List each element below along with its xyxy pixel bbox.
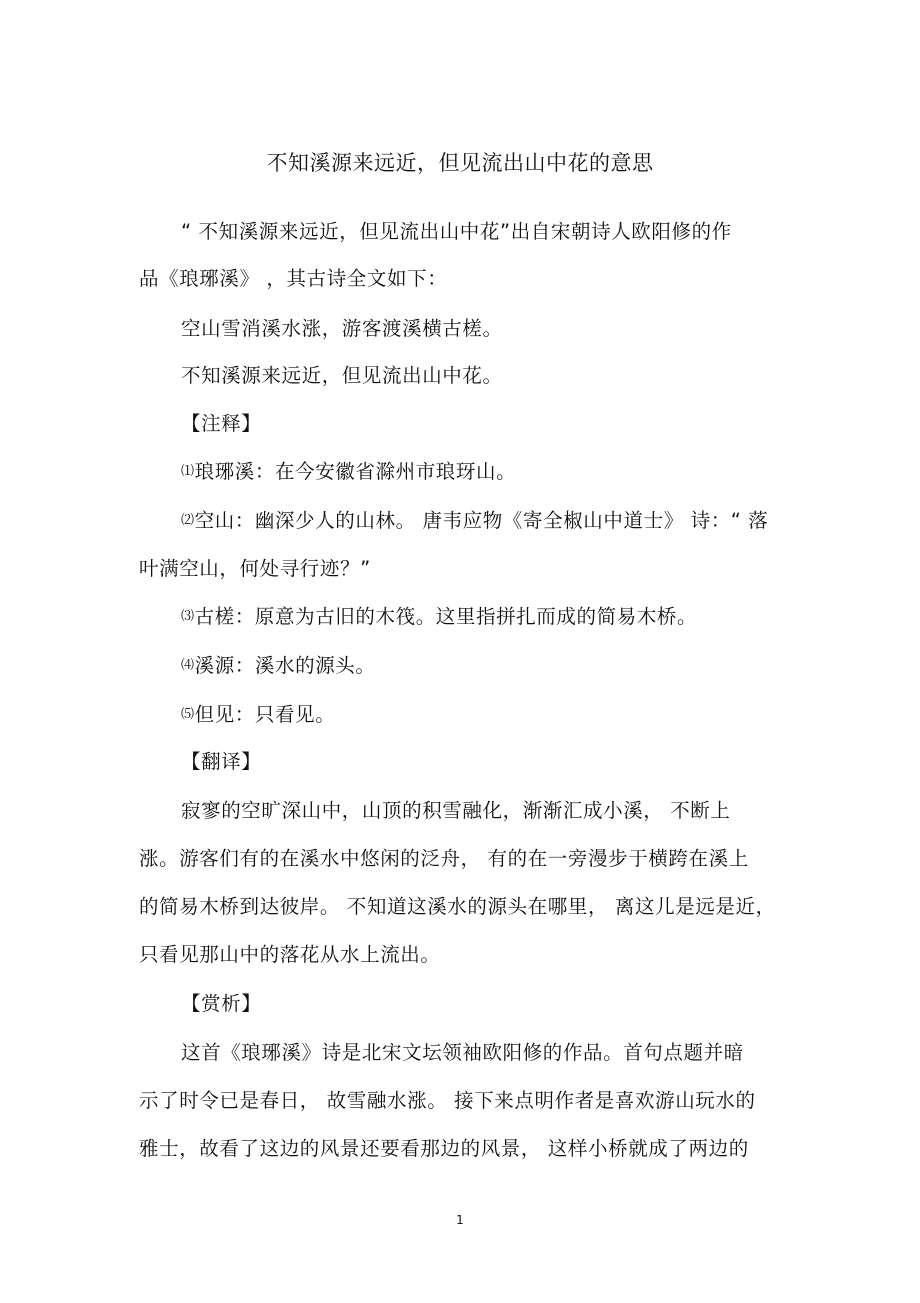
- note-5: [181, 701, 335, 729]
- note-1: [181, 458, 516, 486]
- note-4: [181, 652, 376, 680]
- note-marker: ⑶: [181, 609, 195, 624]
- note-text: 琅琊溪：在今安徽省滁州市琅玡山。: [194, 460, 517, 483]
- note-text: 溪源：溪水的源头。: [194, 654, 376, 677]
- notes-heading: 【注释】: [181, 412, 262, 435]
- note-marker: ⑵: [181, 513, 195, 528]
- note-2-continued: 叶满空山，何处寻行迹？”: [139, 557, 371, 580]
- translation-line-3: 的简易木桥到达彼岸。 不知道这溪水的源头在哪里， 离这儿是远是近，: [139, 895, 776, 918]
- note-text: 古槎：原意为古旧的木筏。这里指拼扎而成的简易木桥。: [194, 605, 698, 628]
- translation-line-4: 只看见那山中的落花从水上流出。: [139, 943, 441, 966]
- note-text: 空山：幽深少人的山林。 唐韦应物《寄全椒山中道士》 诗：“ 落: [194, 509, 769, 532]
- note-2: [181, 507, 768, 535]
- document-title: 不知溪源来远近，但见流出山中花的意思: [266, 151, 654, 175]
- appreciation-line-2: 示了时令已是春日， 故雪融水涨。 接下来点明作者是喜欢游山玩水的: [139, 1089, 756, 1112]
- intro-line-2: 品《琅琊溪》 ，其古诗全文如下：: [139, 267, 448, 290]
- appreciation-line-3: 雅士，故看了这边的风景还要看那边的风景， 这样小桥就成了两边的: [139, 1137, 749, 1160]
- note-marker: ⑷: [181, 658, 195, 673]
- appreciation-line-1: 这首《琅琊溪》诗是北宋文坛领袖欧阳修的作品。首句点题并暗: [181, 1041, 744, 1064]
- translation-heading: 【翻译】: [181, 750, 262, 773]
- poem-line-1: 空山雪消溪水涨，游客渡溪横古槎。: [181, 317, 503, 340]
- appreciation-heading: 【赏析】: [181, 992, 262, 1015]
- note-3: [181, 603, 697, 631]
- intro-line-1: “ 不知溪源来远近，但见流出山中花”出自宋朝诗人欧阳修的作: [181, 220, 732, 243]
- note-marker: ⑴: [181, 464, 195, 479]
- poem-line-2: 不知溪源来远近，但见流出山中花。: [181, 364, 503, 387]
- note-marker: ⑸: [181, 707, 195, 722]
- note-text: 但见：只看见。: [194, 703, 336, 726]
- page-number: 1: [456, 1213, 464, 1227]
- translation-line-2: 涨。游客们有的在溪水中悠闲的泛舟， 有的在一旁漫步于横跨在溪上: [139, 847, 749, 870]
- translation-line-1: 寂寥的空旷深山中，山顶的积雪融化，渐渐汇成小溪， 不断上: [181, 799, 731, 822]
